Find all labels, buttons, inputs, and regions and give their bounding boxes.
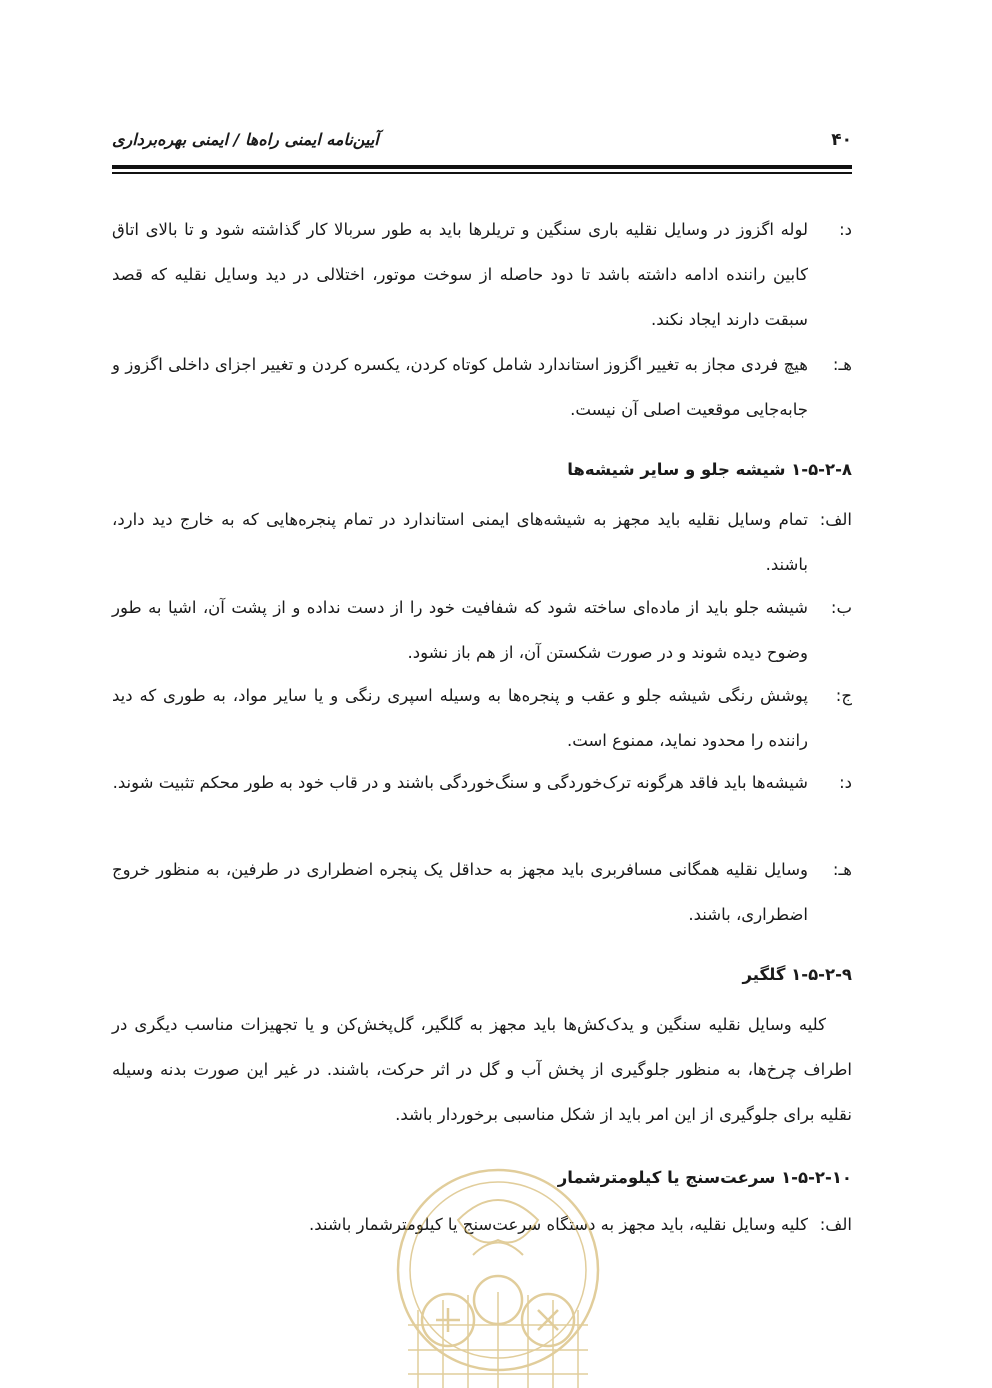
section-heading-fender: ۱-۵-۲-۹ گلگیر <box>742 965 852 984</box>
list-item-text: کلیه وسایل نقلیه، باید مجهز به دستگاه سرعت‌سنج یا کیلومترشمار باشند. <box>309 1215 808 1234</box>
list-item-text: پوشش رنگی شیشه جلو و عقب و پنجره‌ها به وسیله اسپری رنگی و یا سایر مواد، به طوری که دید راننده را محدود نماید، ممنوع است. <box>112 686 808 750</box>
list-marker: الف: <box>819 510 852 529</box>
header-rule-thick <box>112 165 852 169</box>
watermark-seal-icon <box>388 1160 608 1388</box>
list-marker: ب: <box>830 598 852 617</box>
list-item-text: لوله اگزوز در وسایل نقلیه باری سنگین و تریلرها باید به طور سربالا کار گذاشته شود و تا بالای اتاق کابین راننده ادامه داشته باشد تا دود حاصله از سوخت موتور، اختلالی در دید وسایل نقلیه که قصد سبقت دارند ایجاد نکند. <box>112 220 808 329</box>
list-item-text: تمام وسایل نقلیه باید مجهز به شیشه‌های ایمنی استاندارد در تمام پنجره‌هایی که به خارج دید دارد، باشند. <box>112 510 808 574</box>
running-title: آیین‌نامه ایمنی راه‌ها / ایمنی بهره‌برداری <box>112 130 379 149</box>
section-heading-speedometer: ۱-۵-۲-۱۰ سرعت‌سنج یا کیلومترشمار <box>557 1168 852 1187</box>
list-item-he <box>112 342 852 432</box>
list-item-alef <box>112 497 852 587</box>
page-header <box>112 128 852 154</box>
list-marker: هـ: <box>832 860 852 879</box>
list-marker: د: <box>839 773 852 792</box>
list-item-dal <box>112 760 852 805</box>
list-item-d <box>112 207 852 342</box>
list-marker: الف: <box>819 1215 852 1234</box>
section-heading-windshield: ۱-۵-۲-۸ شیشه جلو و سایر شیشه‌ها <box>567 460 852 479</box>
list-item-jim <box>112 673 852 763</box>
list-item-he-2 <box>112 847 852 937</box>
header-rule-thin <box>112 172 852 174</box>
list-item-text: شیشه‌ها باید فاقد هرگونه ترک‌خوردگی و سنگ‌خوردگی باشند و در قاب خود به طور محکم تثبیت شوند. <box>112 773 808 792</box>
list-item-text: شیشه جلو باید از ماده‌ای ساخته شود که شفافیت خود را از دست نداده و از پشت آن، اشیا به طور وضوح دیده شوند و در صورت شکستن آن، از هم باز نشود. <box>112 598 808 662</box>
list-item-text: وسایل نقلیه همگانی مسافربری باید مجهز به حداقل یک پنجره اضطراری در طرفین، به منظور خروج اضطراری، باشند. <box>112 860 808 924</box>
body-paragraph: کلیه وسایل نقلیه سنگین و یدک‌کش‌ها باید مجهز به گلگیر، گل‌پخش‌کن و یا تجهیزات مناسب دیگری در اطراف چرخ‌ها، به منظور جلوگیری از پخش آب و گل در اثر حرکت، باشند. در غیر این صورت بدنه وسیله نقلیه برای جلوگیری از این امر باید از شکل مناسبی برخوردار باشد. <box>112 1015 852 1124</box>
list-marker: د: <box>839 220 852 239</box>
page-number: ۴۰ <box>831 130 852 150</box>
list-item-text: هیچ فردی مجاز به تغییر اگزوز استاندارد شامل کوتاه کردن، یکسره کردن و تغییر اجزای داخلی اگزوز و جابه‌جایی موقعیت اصلی آن نیست. <box>112 355 808 419</box>
list-marker: ج: <box>835 686 852 705</box>
list-marker: هـ: <box>832 355 852 374</box>
list-item-be <box>112 585 852 675</box>
